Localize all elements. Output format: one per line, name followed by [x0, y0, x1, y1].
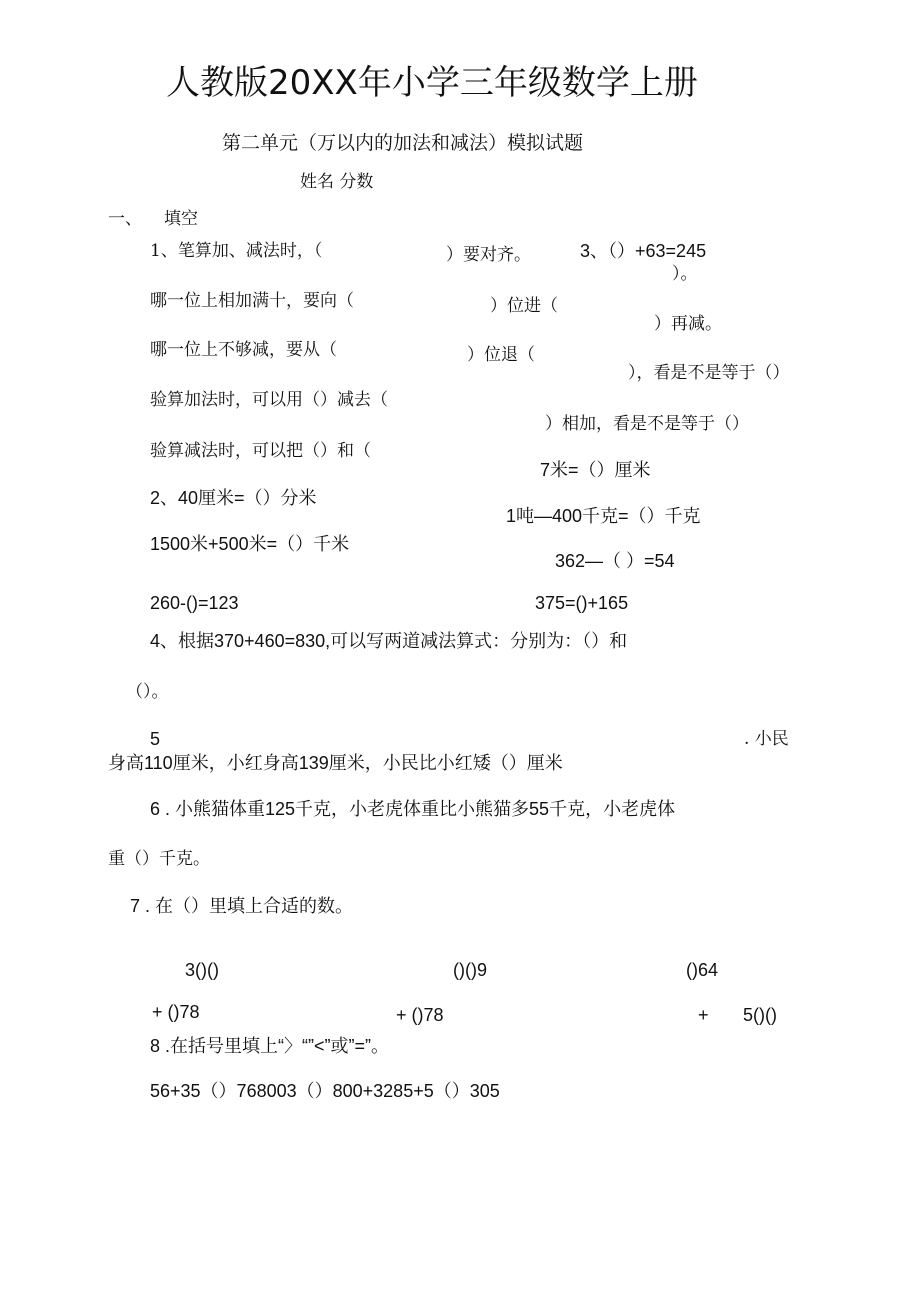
q3-line-a: 3、（）+63=245: [580, 241, 707, 261]
q5-right: . 小民: [744, 729, 789, 749]
q8-comparisons: 56+35（）768003（）800+3285+5（）305: [150, 1081, 500, 1101]
q2-right-2: 1吨—400千克=（）千克: [506, 506, 701, 526]
q5-line-b: 身高110厘米，小红身高139厘米，小民比小红矮（）厘米: [108, 753, 563, 773]
q1-line-c-end: ），看是不是等于（）: [628, 363, 790, 383]
vertical-1-top: 3()(): [185, 960, 219, 980]
q1-line-e: 验算减法时，可以把（）和（: [150, 441, 371, 461]
name-score-line: 姓名 分数: [300, 172, 374, 192]
q1-line-c-mid: ）位退（: [467, 345, 535, 365]
q1-line-b-mid: ）位进（: [490, 296, 558, 316]
q2-right-1: 7米=（）厘米: [540, 460, 651, 480]
page-title: 人教版20XX年小学三年级数学上册: [166, 63, 698, 103]
q1-line-a-end: ）要对齐。: [446, 245, 531, 265]
q7-line: 7 . 在（）里填上合适的数。: [130, 896, 354, 916]
vertical-2-bottom: + ()78: [396, 1005, 444, 1025]
q5-number: 5: [150, 729, 161, 749]
q6-line-b: 重（）千克。: [108, 849, 210, 869]
q4-line-a: 4、根据370+460=830,可以写两道减法算式：分别为：（）和: [150, 631, 628, 651]
q1-line-c: 哪一位上不够减，要从（: [150, 340, 337, 360]
vertical-3-plus: +: [698, 1005, 709, 1025]
q2-right-3: 362—（ ）=54: [555, 551, 675, 571]
vertical-1-bottom: + ()78: [152, 1002, 200, 1022]
section-number: 一、: [108, 209, 142, 229]
q1-line-a: 1、笔算加、减法时，（: [150, 241, 323, 261]
section-label: 填空: [164, 209, 198, 229]
q2-line-a: 2、40厘米=（）分米: [150, 488, 317, 508]
q8-line: 8 .在括号里填上“〉“”<”或”=”。: [150, 1036, 390, 1056]
q1-line-b: 哪一位上相加满十，要向（: [150, 291, 354, 311]
vertical-2-top: ()()9: [453, 960, 487, 980]
q1-line-d: 验算加法时，可以用（）减去（: [150, 390, 388, 410]
page-subtitle: 第二单元（万以内的加法和减法）模拟试题: [222, 132, 584, 154]
q1-line-d-end: ）相加，看是不是等于（）: [545, 414, 749, 434]
vertical-3-top: ()64: [686, 960, 719, 980]
q2-line-c: 260-()=123: [150, 593, 239, 613]
q4-line-b: （）。: [126, 682, 169, 702]
q2-line-b: 1500米+500米=（）千米: [150, 534, 350, 554]
q3-line-b: ）。: [672, 264, 698, 284]
q1-line-b-end: ）再减。: [654, 314, 722, 334]
q2-right-4: 375=()+165: [535, 593, 629, 613]
vertical-3-bottom: 5()(): [743, 1005, 777, 1025]
q6-line-a: 6 . 小熊猫体重125千克，小老虎体重比小熊猫多55千克，小老虎体: [150, 799, 676, 819]
